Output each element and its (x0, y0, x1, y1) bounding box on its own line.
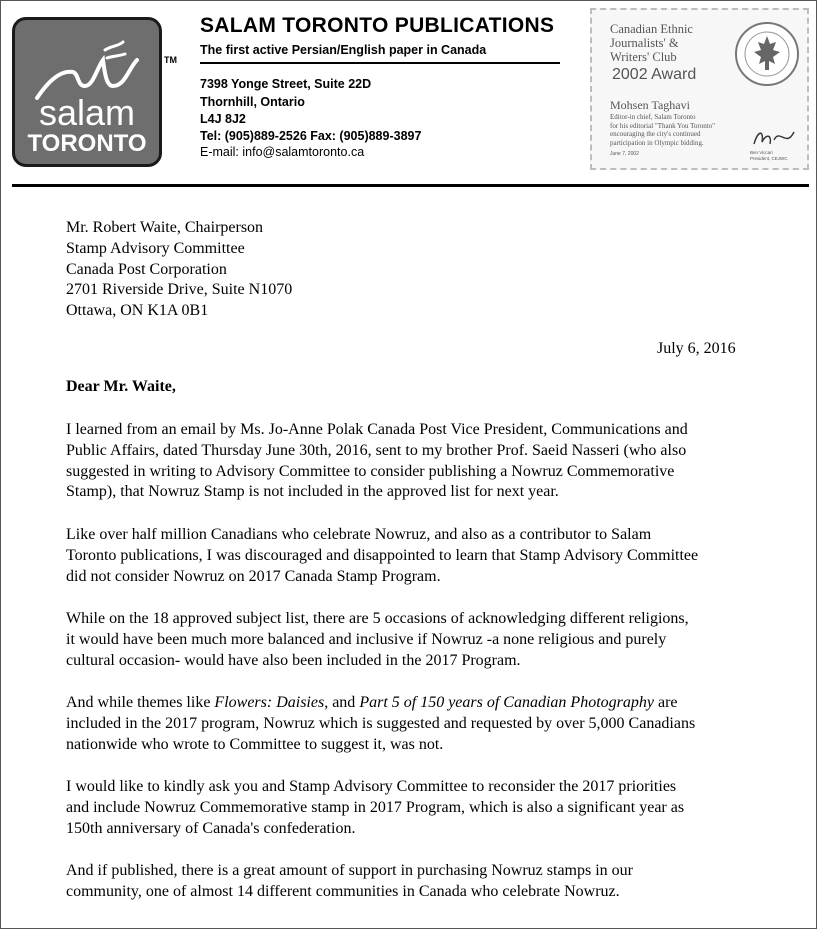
publisher-title: SALAM TORONTO PUBLICATIONS (200, 14, 555, 37)
award-org: Canadian Ethnic Journalists' & Writers' Club (610, 22, 693, 64)
award-recipient: Mohsen Taghavi (610, 98, 690, 112)
salutation: Dear Mr. Waite, (66, 378, 176, 395)
paragraph-1: I learned from an email by Ms. Jo-Anne Polak Canada Post Vice President, Communications and Public Affairs, dated Thursday June 30th, 2016, sent to my brother Prof. Saeid Nasseri (who also suggested in writing to Advisory Committee to consider publishing a Nowruz Commemorative Stamp), that Nowruz Stamp is not included in the approved list for next year. (66, 421, 688, 501)
recipient-address: Mr. Robert Waite, Chairperson Stamp Advisory Committee Canada Post Corporation 2701 Riverside Drive, Suite N1070 Ottawa, ON K1A 0B1 (66, 219, 293, 320)
logo-word-toronto: TORONTO (27, 130, 147, 157)
publisher-postal: L4J 8J2 (200, 112, 246, 126)
trademark-mark: TM (164, 55, 177, 65)
paragraph-4: And while themes like Flowers: Daisies, and Part 5 of 150 years of Canadian Photography are included in the 2017 program, Nowruz which is suggested and requested by over 5,000 Canadians nationwide who wrote to Committee to suggest it, was not. (66, 694, 696, 753)
publisher-tagline: The first active Persian/English paper in Canada (200, 43, 487, 57)
letter-date: July 6, 2016 (657, 340, 736, 357)
salam-toronto-logo (12, 17, 162, 167)
paragraph-5: I would like to kindly ask you and Stamp Advisory Committee to reconsider the 2017 priorities and include Nowruz Commemorative stamp in 2017 Program, which is also a significant year as 150th anniversary of Canada's confederation. (66, 778, 685, 837)
theme-flowers-daisies: Flowers: Daisies (214, 694, 325, 711)
award-date: June 7, 2002 (610, 151, 639, 157)
header-divider (200, 62, 560, 64)
logo-swirl-graphic (15, 20, 165, 100)
publisher-street: 7398 Yonge Street, Suite 22D (200, 77, 372, 91)
award-signer: Ben Viccari President, CEJWC (750, 150, 788, 161)
award-year: 2002 Award (612, 66, 697, 83)
award-citation: Editor-in chief, Salam Toronto for his editorial "Thank You Toronto" encouraging the city's continued participation in Olympic bidding. (610, 113, 716, 147)
letterhead-divider (12, 184, 809, 187)
logo-word-salam: salam (38, 92, 136, 133)
publisher-phone-fax: Tel: (905)889-2526 Fax: (905)889-3897 (200, 129, 422, 143)
paragraph-3: While on the 18 approved subject list, there are 5 occasions of acknowledging different religions, it would have been much more balanced and inclusive if Nowruz -a none religious and purely cultural occasion- would have also been included in the 2017 Program. (66, 610, 689, 669)
publisher-city: Thornhill, Ontario (200, 95, 305, 109)
paragraph-6: And if published, there is a great amount of support in purchasing Nowruz stamps in our community, one of almost 14 different communities in Canada who celebrate Nowruz. (66, 862, 633, 900)
maple-leaf-seal-icon (732, 14, 802, 94)
theme-canadian-photography: Part 5 of 150 years of Canadian Photography (359, 694, 654, 711)
award-badge (590, 8, 809, 170)
signature-graphic (750, 126, 800, 150)
publisher-email[interactable]: E-mail: info@salamtoronto.ca (200, 145, 365, 159)
paragraph-2: Like over half million Canadians who celebrate Nowruz, and also as a contributor to Salam Toronto publications, I was discouraged and disappointed to learn that Stamp Advisory Committee did not consider Nowruz on 2017 Canada Stamp Program. (66, 526, 699, 585)
